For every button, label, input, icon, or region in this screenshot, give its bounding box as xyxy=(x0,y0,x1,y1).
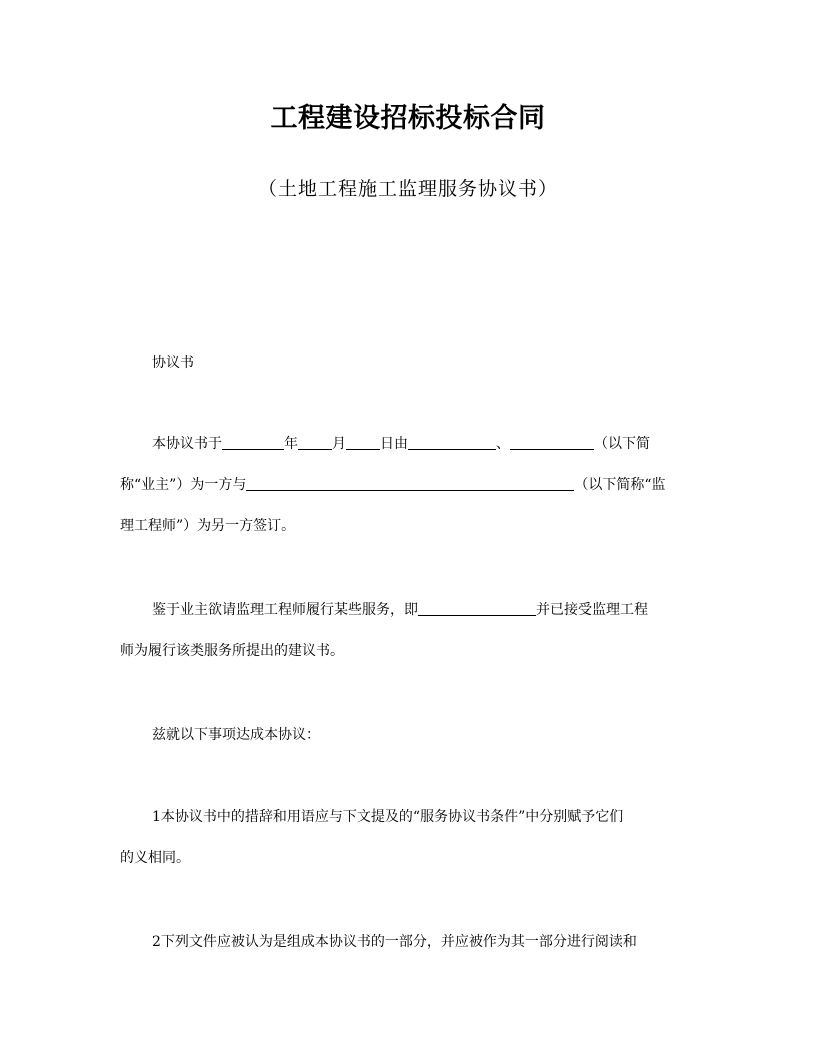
month-blank xyxy=(298,435,332,450)
paragraph-line: 的义相同。 xyxy=(120,850,190,866)
text-run: （以下简称“监 xyxy=(574,477,666,493)
paragraph-line xyxy=(120,424,696,465)
paragraph-line xyxy=(120,590,696,631)
text-run: 师为履行该类服务所提出的建议书。 xyxy=(120,643,344,659)
text-run: 日由 xyxy=(380,436,408,452)
text-run: 月 xyxy=(332,436,346,452)
year-blank xyxy=(222,435,284,450)
paragraph-clause-1 xyxy=(120,797,696,879)
paragraph-line xyxy=(120,631,696,672)
text-run: 称“业主”）为一方与 xyxy=(120,477,247,493)
owner-blank-2 xyxy=(510,435,594,450)
paragraph-agreed: 兹就以下事项达成本协议： xyxy=(152,727,320,743)
paragraph-line xyxy=(120,506,696,547)
owner-blank-1 xyxy=(408,435,496,450)
text-run: 理工程师”）为另一方签订。 xyxy=(120,518,296,534)
paragraph-whereas xyxy=(120,590,696,672)
paragraph-clause-2: 2下列文件应被认为是组成本协议书的一部分，并应被作为其一部分进行阅读和 xyxy=(152,934,637,950)
text-run: 并已接受监理工程 xyxy=(536,602,648,618)
text-run: 年 xyxy=(284,436,298,452)
paragraph-line xyxy=(120,465,696,506)
services-blank xyxy=(418,601,536,616)
paragraph-line: 1本协议书中的措辞和用语应与下文提及的“服务协议书条件”中分别赋予它们 xyxy=(152,809,624,825)
text-run: 本协议书于 xyxy=(152,436,222,452)
section-heading: 协议书 xyxy=(152,355,194,371)
engineer-blank xyxy=(246,476,574,491)
document-subtitle: （土地工程施工监理服务协议书） xyxy=(257,178,558,200)
day-blank xyxy=(346,435,380,450)
paragraph-agreement-parties xyxy=(120,424,696,547)
text-run: 鉴于业主欲请监理工程师履行某些服务，即 xyxy=(152,602,418,618)
text-run: （以下简 xyxy=(594,436,650,452)
document-title: 工程建设招标投标合同 xyxy=(270,103,546,134)
text-run: 、 xyxy=(496,436,510,452)
